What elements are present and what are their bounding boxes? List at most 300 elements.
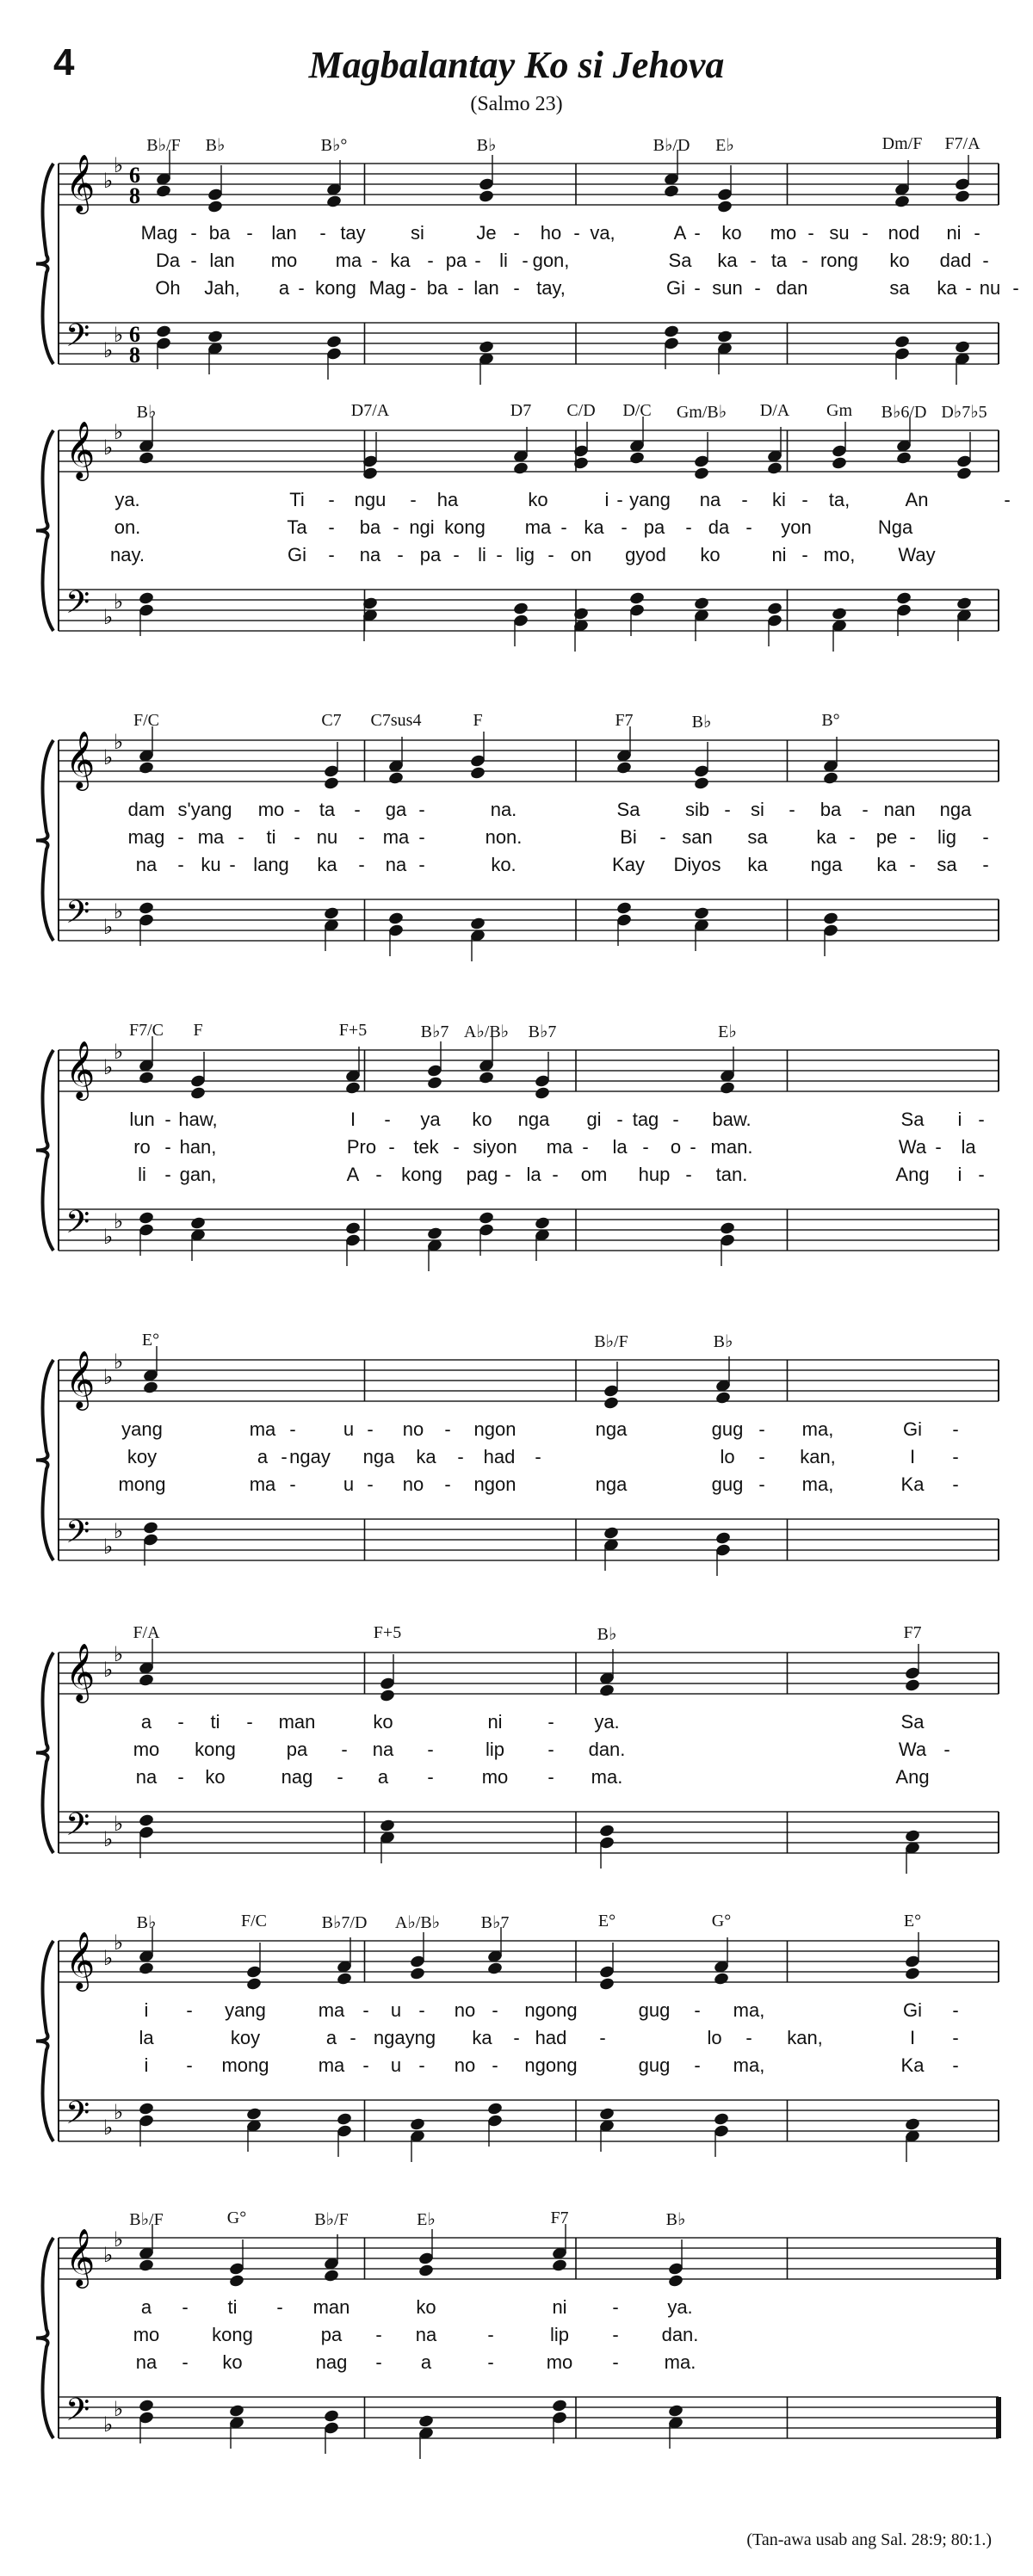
lyric-syllable: kong [401, 1164, 442, 1185]
lyric-syllable: ni [771, 544, 787, 565]
note-head [598, 1977, 615, 1992]
note-head [478, 340, 494, 355]
lyric-syllable: ma [382, 826, 410, 848]
note-head [138, 591, 154, 606]
lyric-syllable: - [582, 1136, 589, 1158]
note-head [344, 1221, 361, 1236]
note-head [663, 324, 679, 339]
lyric-syllable: had [483, 1446, 516, 1467]
lyric-syllable: - [943, 1739, 950, 1760]
note-head [138, 2102, 154, 2116]
flat-icon: ♭ [114, 1813, 124, 1836]
lyric-syllable: yang [629, 489, 671, 510]
lyric-syllable: - [354, 799, 361, 820]
lyric-syllable: - [427, 1739, 434, 1760]
chord-symbol: E° [141, 1331, 160, 1350]
lyric-syllable: - [190, 222, 197, 244]
lyric-syllable: ka [584, 516, 604, 538]
lyric-syllable: - [362, 1999, 369, 2021]
lyric-syllable: nag [315, 2351, 348, 2373]
lyric-syllable: - [444, 1418, 451, 1440]
lyric-syllable: ta [770, 250, 788, 271]
note-head [716, 200, 733, 214]
chord-symbol: E° [903, 1912, 922, 1930]
note-head [138, 1673, 154, 1688]
lyric-syllable: - [177, 826, 184, 848]
note-head [598, 1683, 615, 1698]
lyric-syllable: si [411, 222, 424, 244]
lyric-syllable: ba [208, 222, 231, 244]
flat-icon: ♭ [103, 1226, 114, 1249]
lyric-syllable: - [758, 1418, 765, 1440]
lyric-syllable: lan [209, 250, 235, 271]
lyric-syllable: kong [444, 516, 486, 538]
note-head [155, 324, 171, 339]
lyric-syllable: sun [712, 277, 743, 299]
flat-icon: ♭ [114, 732, 124, 754]
flat-icon: ♭ [114, 901, 124, 924]
lyric-syllable: man [278, 1711, 316, 1733]
lyric-syllable: - [294, 799, 300, 820]
lyric-syllable: nga [595, 1418, 628, 1440]
lyric-syllable: haw, [178, 1109, 218, 1130]
lyric-syllable: - [745, 516, 752, 538]
lyric-syllable: - [741, 489, 748, 510]
lyric-syllable: pa [643, 516, 665, 538]
treble-clef-icon: 𝄞 [65, 730, 96, 788]
lyric-syllable: - [337, 1766, 343, 1788]
note-head [894, 195, 910, 209]
note-head [336, 2112, 352, 2127]
lyric-syllable: hup [638, 1164, 671, 1185]
lyric-syllable: va, [590, 222, 615, 244]
lyric-syllable: baw. [712, 1109, 752, 1130]
note-head [138, 2258, 154, 2273]
lyric-syllable: dam [127, 799, 165, 820]
lyric-syllable: - [328, 489, 335, 510]
lyric-syllable: la [612, 1136, 628, 1158]
lyric-syllable: Kay [612, 854, 645, 875]
lyric-syllable: su [829, 222, 850, 244]
lyric-syllable: i [144, 2054, 149, 2076]
note-head [325, 335, 342, 349]
chord-symbol: D/C [622, 401, 652, 420]
flat-icon: ♭ [114, 591, 124, 614]
lyric-syllable: - [952, 1418, 959, 1440]
note-head [551, 2258, 567, 2273]
note-head [615, 901, 632, 916]
lyric-syllable: lo [707, 2027, 722, 2048]
chord-symbol: C7 [321, 711, 342, 730]
lyric-syllable: - [724, 799, 731, 820]
flat-icon: ♭ [114, 1644, 124, 1666]
lyric-syllable: - [547, 1711, 554, 1733]
note-head [954, 189, 970, 204]
flat-icon: ♭ [114, 1932, 124, 1955]
note-head [714, 1531, 731, 1546]
lyric-syllable: gi [586, 1109, 602, 1130]
lyric-syllable: - [952, 1473, 959, 1495]
note-head [766, 461, 782, 476]
note-head [713, 1972, 729, 1986]
chord-symbol: B♭/F [146, 136, 181, 155]
lyric-syllable: - [801, 250, 808, 271]
lyric-syllable: nga [362, 1446, 395, 1467]
staff-system [0, 1016, 1033, 1325]
lyric-syllable: i [604, 489, 609, 510]
note-head [379, 1819, 395, 1833]
lyric-syllable: - [186, 1999, 193, 2021]
lyric-syllable: - [453, 544, 460, 565]
lyric-syllable: la [139, 2027, 154, 2048]
lyric-syllable: i [957, 1164, 962, 1185]
staff-system [0, 1906, 1033, 2216]
lyric-syllable: nga [810, 854, 843, 875]
lyric-syllable: - [513, 277, 520, 299]
chord-symbol: E♭ [718, 1022, 737, 1041]
lyric-syllable: a [140, 1711, 152, 1733]
treble-clef-icon: 𝄞 [65, 1642, 96, 1701]
lyric-syllable: - [616, 1109, 623, 1130]
lyric-syllable: Je [476, 222, 497, 244]
lyric-syllable: nay. [110, 544, 145, 565]
lyric-syllable: ngayng [373, 2027, 436, 2048]
lyric-syllable: - [457, 1446, 464, 1467]
lyric-syllable: I [909, 2027, 916, 2048]
lyric-syllable: la [526, 1164, 541, 1185]
bass-clef-icon: 𝄢 [65, 1204, 90, 1248]
lyric-syllable: ka [717, 250, 738, 271]
lyric-syllable: koy [230, 2027, 261, 2048]
lyric-syllable: Nga [877, 516, 913, 538]
lyric-syllable: - [418, 799, 425, 820]
chord-symbol: B♭7/D [321, 1913, 368, 1932]
lyric-syllable: - [427, 1766, 434, 1788]
lyric-syllable: - [418, 1999, 425, 2021]
lyric-syllable: - [341, 1739, 348, 1760]
lyric-syllable: - [177, 1711, 184, 1733]
note-head [904, 2117, 920, 2132]
note-head [551, 2399, 567, 2413]
lyric-syllable: - [758, 1473, 765, 1495]
chord-symbol: F+5 [373, 1623, 402, 1642]
note-head [138, 761, 154, 775]
note-head [344, 1081, 361, 1096]
lyric-syllable: ngi [409, 516, 435, 538]
lyric-syllable: ka [816, 826, 837, 848]
lyric-syllable: - [849, 826, 856, 848]
chord-symbol: F7/C [128, 1021, 164, 1040]
note-head [138, 1813, 154, 1828]
lyric-syllable: - [522, 250, 529, 271]
lyric-syllable: Gi [903, 1999, 922, 2021]
system-1 [0, 129, 1033, 439]
lyric-syllable: kong [195, 1739, 236, 1760]
time-signature: 6 [129, 163, 140, 188]
note-head [138, 451, 154, 466]
lyric-syllable: san [682, 826, 713, 848]
lyric-syllable: i [957, 1109, 962, 1130]
lyric-syllable: ko [528, 489, 548, 510]
lyric-syllable: kan, [800, 1446, 836, 1467]
lyric-syllable: A [346, 1164, 360, 1185]
chord-symbol: B♭ [713, 1332, 733, 1351]
lyric-syllable: o [670, 1136, 682, 1158]
note-head [766, 602, 782, 616]
lyric-syllable: - [535, 1446, 541, 1467]
system-3 [0, 706, 1033, 1016]
lyric-syllable: - [978, 1109, 985, 1130]
lyric-syllable: - [289, 1473, 296, 1495]
lyric-syllable: pa [320, 2324, 343, 2345]
lyric-syllable: lo [720, 1446, 735, 1467]
lyric-syllable: ro [133, 1136, 151, 1158]
chord-symbol: E♭ [417, 2210, 436, 2229]
lyric-syllable: - [504, 1164, 511, 1185]
chord-symbol: F7/A [944, 134, 980, 153]
note-head [904, 1967, 920, 1981]
lyric-syllable: - [909, 826, 916, 848]
bass-clef-icon: 𝄢 [65, 2095, 90, 2139]
note-head [228, 2404, 244, 2418]
lyric-syllable: - [410, 277, 417, 299]
lyric-syllable: non. [485, 826, 523, 848]
lyric-syllable: ni [946, 222, 962, 244]
lyric-syllable: a [257, 1446, 269, 1467]
chord-symbol: F7 [550, 2208, 569, 2227]
lyric-syllable: - [246, 1711, 253, 1733]
note-head [628, 451, 645, 466]
note-head [478, 1071, 494, 1085]
lyric-syllable: tay, [536, 277, 566, 299]
note-head [663, 184, 679, 199]
bass-clef-icon: 𝄢 [65, 1807, 90, 1850]
lyric-syllable: - [745, 2027, 752, 2048]
lyric-syllable: mo [546, 2351, 573, 2373]
lyric-syllable: - [388, 1136, 395, 1158]
lyric-syllable: Ta [287, 516, 307, 538]
lyric-syllable: - [659, 826, 666, 848]
lyric-syllable: Ang [895, 1164, 930, 1185]
lyric-syllable: ko [416, 2296, 436, 2318]
lyric-syllable: - [978, 1164, 985, 1185]
lyric-syllable: no [454, 1999, 476, 2021]
lyric-syllable: la [961, 1136, 976, 1158]
lyric-syllable: ni [487, 1711, 503, 1733]
lyric-syllable: na [135, 2351, 158, 2373]
lyric-syllable: ba [426, 277, 448, 299]
lyric-syllable: u [343, 1418, 355, 1440]
note-head [534, 1086, 550, 1101]
lyric-syllable: ta, [828, 489, 851, 510]
lyric-syllable: yang [225, 1999, 266, 2021]
lyric-syllable: - [621, 516, 628, 538]
note-head [138, 2399, 154, 2413]
note-head [831, 607, 847, 621]
flat-icon: ♭ [103, 340, 114, 362]
lyric-syllable: mong [118, 1473, 166, 1495]
lyric-syllable: a [377, 1766, 389, 1788]
note-head [245, 2107, 262, 2122]
lyric-syllable: lang [253, 854, 289, 875]
chord-symbol: B♭6/D [881, 403, 927, 422]
note-head [603, 1396, 619, 1411]
lyric-syllable: - [754, 277, 761, 299]
lyric-syllable: gug [638, 1999, 671, 2021]
lyric-syllable: s'yang [177, 799, 232, 820]
lyric-syllable: ma, [733, 1999, 765, 2021]
flat-icon: ♭ [114, 2102, 124, 2124]
lyric-syllable: ma [197, 826, 225, 848]
brace [36, 164, 53, 364]
system-5 [0, 1325, 1033, 1635]
note-head [486, 1961, 503, 1976]
brace [36, 1652, 53, 1853]
flat-icon: ♭ [103, 2117, 114, 2140]
chord-symbol: G° [226, 2208, 247, 2227]
chord-symbol: C7sus4 [370, 711, 422, 730]
note-head [512, 602, 529, 616]
lyric-syllable: A [673, 222, 687, 244]
lyric-syllable: ma [249, 1418, 276, 1440]
lyric-syllable: - [974, 222, 980, 244]
flat-icon: ♭ [103, 437, 114, 460]
treble-clef-icon: 𝄞 [65, 1930, 96, 1989]
treble-clef-icon: 𝄞 [65, 420, 96, 479]
note-head [956, 596, 972, 611]
lyric-syllable: na [385, 854, 407, 875]
system-6 [0, 1618, 1033, 1928]
lyric-syllable: - [616, 489, 623, 510]
system-8 [0, 2203, 1033, 2513]
lyric-syllable: ta [319, 799, 336, 820]
lyric-syllable: - [328, 544, 335, 565]
chord-symbol: D♭7♭5 [941, 403, 987, 422]
brace [36, 1941, 53, 2141]
lyric-syllable: sa [747, 826, 768, 848]
lyric-syllable: ko [889, 250, 910, 271]
lyric-syllable: mong [221, 2054, 269, 2076]
lyric-syllable: ya [420, 1109, 441, 1130]
lyric-syllable: na [699, 489, 721, 510]
chord-symbol: A♭/B♭ [394, 1913, 441, 1932]
lyric-syllable: ti [227, 2296, 238, 2318]
lyric-syllable: - [573, 222, 580, 244]
lyric-syllable: a [325, 2027, 337, 2048]
lyric-syllable: - [246, 222, 253, 244]
chord-symbol: B♭° [320, 136, 348, 155]
chord-symbol: F7 [903, 1623, 922, 1642]
lyric-syllable: mo [770, 222, 797, 244]
lyric-syllable: - [694, 222, 701, 244]
lyric-syllable: ma, [801, 1418, 834, 1440]
note-head [693, 466, 709, 481]
flat-icon: ♭ [103, 1829, 114, 1851]
chord-symbol: B♭ [691, 713, 712, 732]
note-head [667, 2274, 684, 2289]
lyric-syllable: a [420, 2351, 432, 2373]
lyric-syllable: nag [281, 1766, 313, 1788]
flat-icon: ♭ [103, 917, 114, 939]
lyric-syllable: - [444, 1473, 451, 1495]
lyric-syllable: man [312, 2296, 350, 2318]
lyric-syllable: ba [359, 516, 381, 538]
note-head [719, 1081, 735, 1096]
lyric-syllable: Gi [666, 277, 685, 299]
lyric-syllable: u [390, 2054, 402, 2076]
scripture-reference: (Tan-awa usab ang Sal. 28:9; 80:1.) [746, 2530, 992, 2549]
chord-symbol: D/A [759, 401, 790, 420]
lyric-syllable: Da [155, 250, 181, 271]
note-head [323, 906, 339, 921]
song-header [0, 0, 1033, 129]
chord-symbol: E° [597, 1912, 616, 1930]
lyric-syllable: Gi [903, 1418, 922, 1440]
note-head [603, 1526, 619, 1541]
lyric-syllable: Gi [288, 544, 306, 565]
lyric-syllable: ka [747, 854, 768, 875]
song-number: 4 [53, 41, 75, 83]
lyric-syllable: ka [416, 1446, 436, 1467]
lyric-syllable: Ka [900, 2054, 925, 2076]
lyric-syllable: - [367, 1418, 374, 1440]
lyric-syllable: ma [249, 1473, 276, 1495]
lyric-syllable: han, [179, 1136, 217, 1158]
lyric-syllable: ko [373, 1711, 393, 1733]
note-head [956, 466, 972, 481]
lyric-syllable: - [690, 1136, 696, 1158]
lyric-syllable: - [164, 1109, 171, 1130]
lyric-syllable: ngay [289, 1446, 331, 1467]
lyric-syllable: - [487, 2351, 494, 2373]
lyric-syllable: - [952, 2054, 959, 2076]
lyric-syllable: tag [632, 1109, 659, 1130]
lyric-syllable: Pro [346, 1136, 377, 1158]
lyric-syllable: sa [889, 277, 910, 299]
lyric-syllable: - [182, 2296, 189, 2318]
lyric-syllable: na [359, 544, 381, 565]
note-head [478, 1211, 494, 1226]
lyric-syllable: - [952, 1446, 959, 1467]
lyric-syllable: ba [820, 799, 842, 820]
lyric-syllable: u [343, 1473, 355, 1495]
lyric-syllable: - [177, 1766, 184, 1788]
note-head [418, 2264, 434, 2278]
chord-symbol: B♭ [476, 136, 497, 155]
bass-clef-icon: 𝄢 [65, 584, 90, 628]
note-head [713, 2112, 729, 2127]
lyric-syllable: - [319, 222, 326, 244]
note-head [138, 901, 154, 916]
chord-symbol: B♭/F [314, 2210, 349, 2229]
note-head [598, 2107, 615, 2122]
lyric-syllable: no [402, 1418, 424, 1440]
lyric-syllable: - [612, 2351, 619, 2373]
lyric-syllable: - [182, 2351, 189, 2373]
lyric-syllable: - [164, 1136, 171, 1158]
lyric-syllable: - [982, 854, 989, 875]
lyric-syllable: Diyos [673, 854, 721, 875]
lyric-syllable: - [358, 854, 365, 875]
lyric-syllable: - [384, 1109, 391, 1130]
lyric-syllable: - [612, 2324, 619, 2345]
note-head [142, 1521, 158, 1535]
note-head [387, 771, 404, 786]
lyric-syllable: had [535, 2027, 567, 2048]
lyric-syllable: - [801, 544, 808, 565]
chord-symbol: B♭7 [480, 1913, 510, 1932]
time-signature: 8 [129, 343, 140, 368]
